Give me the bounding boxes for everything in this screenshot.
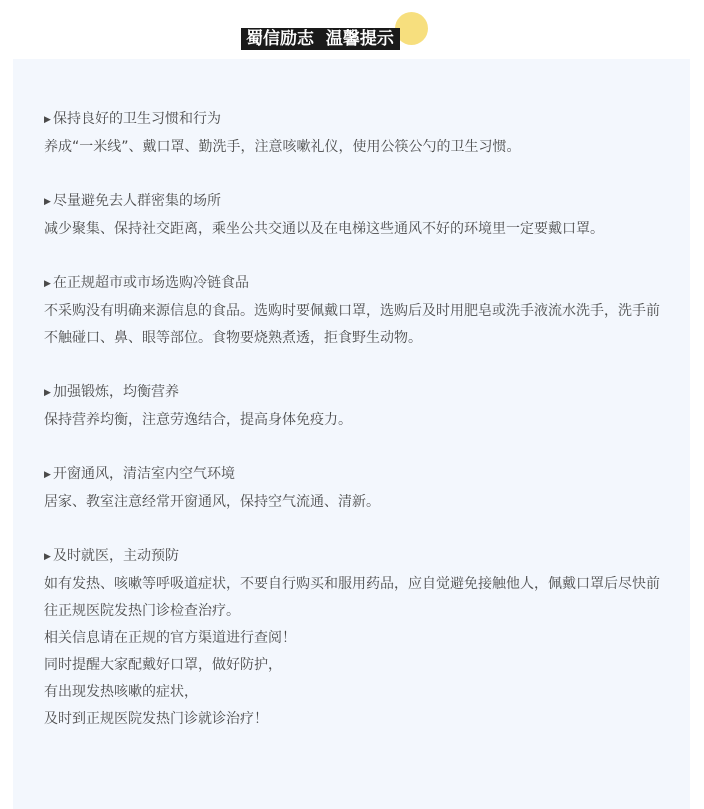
tip-heading-text: 开窗通风，清洁室内空气环境 xyxy=(53,466,235,482)
tip-section xyxy=(44,379,669,434)
tip-heading-text: 在正规超市或市场选购冷链食品 xyxy=(53,275,249,291)
closing-line: 同时提醒大家配戴好口罩，做好防护， xyxy=(44,657,282,673)
tip-heading-text: 及时就医，主动预防 xyxy=(53,548,179,564)
tip-body: 养成“一米线”、戴口罩、勤洗手，注意咳嗽礼仪，使用公筷公勺的卫生习惯。 xyxy=(44,139,521,155)
triangle-bullet-icon: ▶ xyxy=(44,388,51,398)
triangle-bullet-icon: ▶ xyxy=(44,115,51,125)
tip-section xyxy=(44,461,669,516)
tip-heading-text: 保持良好的卫生习惯和行为 xyxy=(53,111,221,127)
tip-heading xyxy=(44,188,669,216)
closing-line: 及时到正规医院发热门诊就诊治疗！ xyxy=(44,711,268,727)
tip-heading xyxy=(44,461,669,489)
tip-heading-text: 尽量避免去人群密集的场所 xyxy=(53,193,221,209)
tip-section xyxy=(44,188,669,243)
tip-section xyxy=(44,270,669,352)
triangle-bullet-icon: ▶ xyxy=(44,279,51,289)
tips-list xyxy=(44,106,669,760)
tip-heading xyxy=(44,379,669,407)
closing-line: 有出现发热咳嗽的症状， xyxy=(44,684,198,700)
tip-heading-text: 加强锻炼，均衡营养 xyxy=(53,384,179,400)
header xyxy=(0,12,704,52)
tip-body: 不采购没有明确来源信息的食品。选购时要佩戴口罩，选购后及时用肥皂或洗手液流水洗手，洗手前不触碰口、鼻、眼等部位。食物要烧熟煮透，拒食野生动物。 xyxy=(44,303,660,346)
tip-body: 居家、教室注意经常开窗通风，保持空气流通、清新。 xyxy=(44,494,380,510)
tip-section xyxy=(44,543,669,733)
tip-section xyxy=(44,106,669,161)
tip-body: 减少聚集、保持社交距离，乘坐公共交通以及在电梯这些通风不好的环境里一定要戴口罩。 xyxy=(44,221,604,237)
tip-heading xyxy=(44,106,669,134)
tip-body: 保持营养均衡，注意劳逸结合，提高身体免疫力。 xyxy=(44,412,352,428)
tip-heading xyxy=(44,270,669,298)
triangle-bullet-icon: ▶ xyxy=(44,197,51,207)
closing-line: 相关信息请在正规的官方渠道进行查阅！ xyxy=(44,630,296,646)
page-title: 蜀信励志 温馨提示 xyxy=(241,28,400,50)
triangle-bullet-icon: ▶ xyxy=(44,552,51,562)
tip-heading xyxy=(44,543,669,571)
decorative-circle xyxy=(395,12,428,45)
triangle-bullet-icon: ▶ xyxy=(44,470,51,480)
tip-body: 如有发热、咳嗽等呼吸道症状，不要自行购买和服用药品，应自觉避免接触他人，佩戴口罩后尽快前往正规医院发热门诊检查治疗。 xyxy=(44,576,660,619)
